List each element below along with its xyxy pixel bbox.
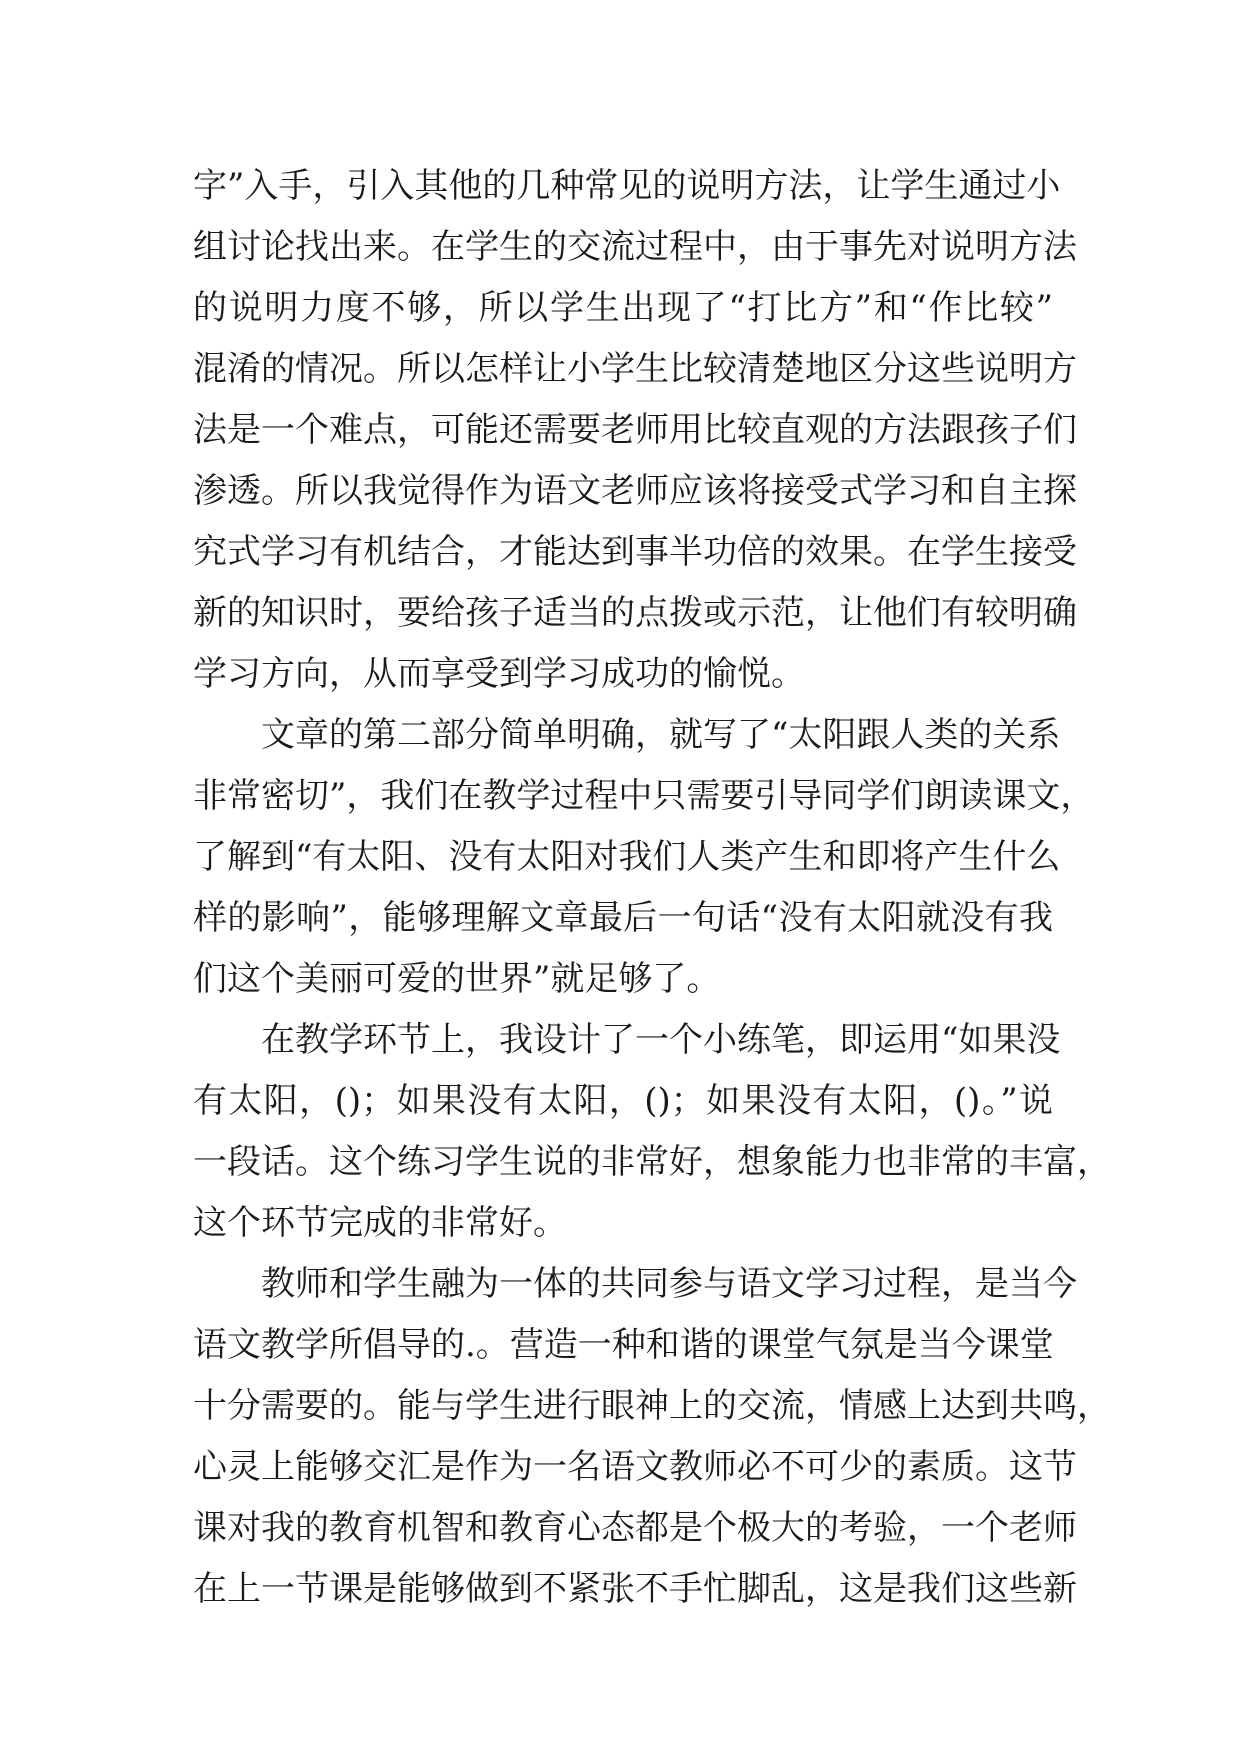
text-line: 了解到“有太阳、没有太阳对我们人类产生和即将产生什么 (193, 837, 1061, 877)
text-line: 一段话。这个练习学生说的非常好，想象能力也非常的丰富， (193, 1142, 1111, 1182)
text-line: 的说明力度不够，所以学生出现了“打比方”和“作比较” (193, 288, 1053, 328)
text-line: 教师和学生融为一体的共同参与语文学习过程，是当今 (261, 1264, 1077, 1304)
text-line: 文章的第二部分简单明确，就写了“太阳跟人类的关系 (261, 715, 1061, 755)
text-line: 课对我的教育机智和教育心态都是个极大的考验，一个老师 (193, 1508, 1077, 1548)
text-line: 非常密切”，我们在教学过程中只需要引导同学们朗读课文， (193, 776, 1095, 816)
text-line: 在教学环节上，我设计了一个小练笔，即运用“如果没 (261, 1020, 1061, 1060)
text-line: 十分需要的。能与学生进行眼神上的交流，情感上达到共鸣， (193, 1386, 1111, 1426)
text-line: 们这个美丽可爱的世界”就足够了。 (193, 959, 721, 999)
document-body (193, 156, 1111, 1620)
text-line: 在上一节课是能够做到不紧张不手忙脚乱，这是我们这些新 (193, 1569, 1077, 1609)
text-line: 心灵上能够交汇是作为一名语文教师必不可少的素质。这节 (193, 1447, 1077, 1487)
text-line: 学习方向，从而享受到学习成功的愉悦。 (193, 654, 805, 694)
text-line: 新的知识时，要给孩子适当的点拨或示范，让他们有较明确 (193, 593, 1077, 633)
text-line: 这个环节完成的非常好。 (193, 1203, 567, 1243)
text-line: 渗透。所以我觉得作为语文老师应该将接受式学习和自主探 (193, 471, 1077, 511)
text-line: 法是一个难点，可能还需要老师用比较直观的方法跟孩子们 (193, 410, 1077, 450)
text-line: 有太阳，()；如果没有太阳，()；如果没有太阳，()。”说 (193, 1081, 1053, 1121)
text-line: 字”入手，引入其他的几种常见的说明方法，让学生通过小 (193, 166, 1061, 206)
text-line: 混淆的情况。所以怎样让小学生比较清楚地区分这些说明方 (193, 349, 1077, 389)
text-line: 组讨论找出来。在学生的交流过程中，由于事先对说明方法 (193, 227, 1077, 267)
text-line: 究式学习有机结合，才能达到事半功倍的效果。在学生接受 (193, 532, 1077, 572)
text-line: 样的影响”，能够理解文章最后一句话“没有太阳就没有我 (193, 898, 1053, 938)
text-line: 语文教学所倡导的.。营造一种和谐的课堂气氛是当今课堂 (193, 1325, 1054, 1365)
